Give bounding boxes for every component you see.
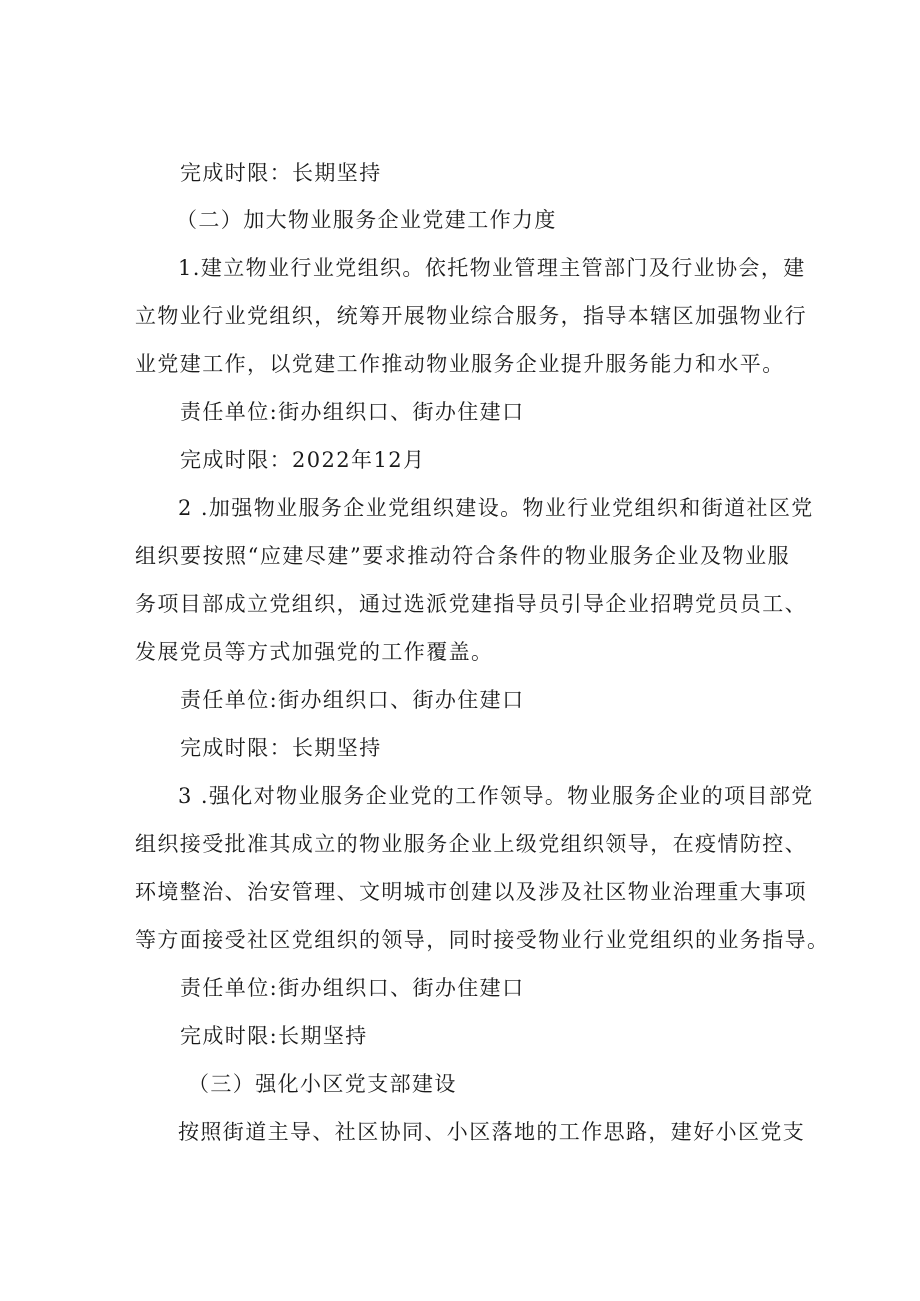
paragraph-2-line-2: 组织要按照“应建尽建”要求推动符合条件的物业服务企业及物业服 <box>135 544 790 568</box>
paragraph-3-line-4: 等方面接受社区党组织的领导，同时接受物业行业党组织的业务指导。 <box>135 928 830 952</box>
deadline-line: 完成时限：长期坚持 <box>180 736 382 760</box>
responsible-unit-line: 责任单位:街办组织口、街办住建口 <box>180 688 525 712</box>
section-heading-2: （二）加大物业服务企业党建工作力度 <box>176 208 557 232</box>
section-heading-3: （三）强化小区党支部建设 <box>188 1072 457 1096</box>
deadline-line: 完成时限：2022年12月 <box>180 448 426 472</box>
paragraph-3-line-3: 环境整治、治安管理、文明城市创建以及涉及社区物业治理重大事项 <box>135 880 807 904</box>
paragraph-1-line-1: 1.建立物业行业党组织。依托物业管理主管部门及行业协会，建 <box>178 256 806 280</box>
paragraph-1-line-3: 业党建工作，以党建工作推动物业服务企业提升服务能力和水平。 <box>135 352 785 376</box>
paragraph-2-line-3: 务项目部成立党组织，通过选派党建指导员引导企业招聘党员员工、 <box>135 592 807 616</box>
deadline-line: 完成时限：长期坚持 <box>180 161 382 185</box>
paragraph-2-line-4: 发展党员等方式加强党的工作覆盖。 <box>135 640 494 664</box>
paragraph-4-line-1: 按照街道主导、社区协同、小区落地的工作思路，建好小区党支 <box>178 1120 806 1144</box>
responsible-unit-line: 责任单位:街办组织口、街办住建口 <box>180 976 525 1000</box>
paragraph-3-line-1: 3 .强化对物业服务企业党的工作领导。物业服务企业的项目部党 <box>178 784 814 808</box>
paragraph-3-line-2: 组织接受批准其成立的物业服务企业上级党组织领导，在疫情防控、 <box>135 832 807 856</box>
deadline-line: 完成时限:长期坚持 <box>180 1024 368 1048</box>
paragraph-1-line-2: 立物业行业党组织，统筹开展物业综合服务，指导本辖区加强物业行 <box>135 304 807 328</box>
responsible-unit-line: 责任单位:街办组织口、街办住建口 <box>180 400 525 424</box>
paragraph-2-line-1: 2 .加强物业服务企业党组织建设。物业行业党组织和街道社区党 <box>178 496 814 520</box>
